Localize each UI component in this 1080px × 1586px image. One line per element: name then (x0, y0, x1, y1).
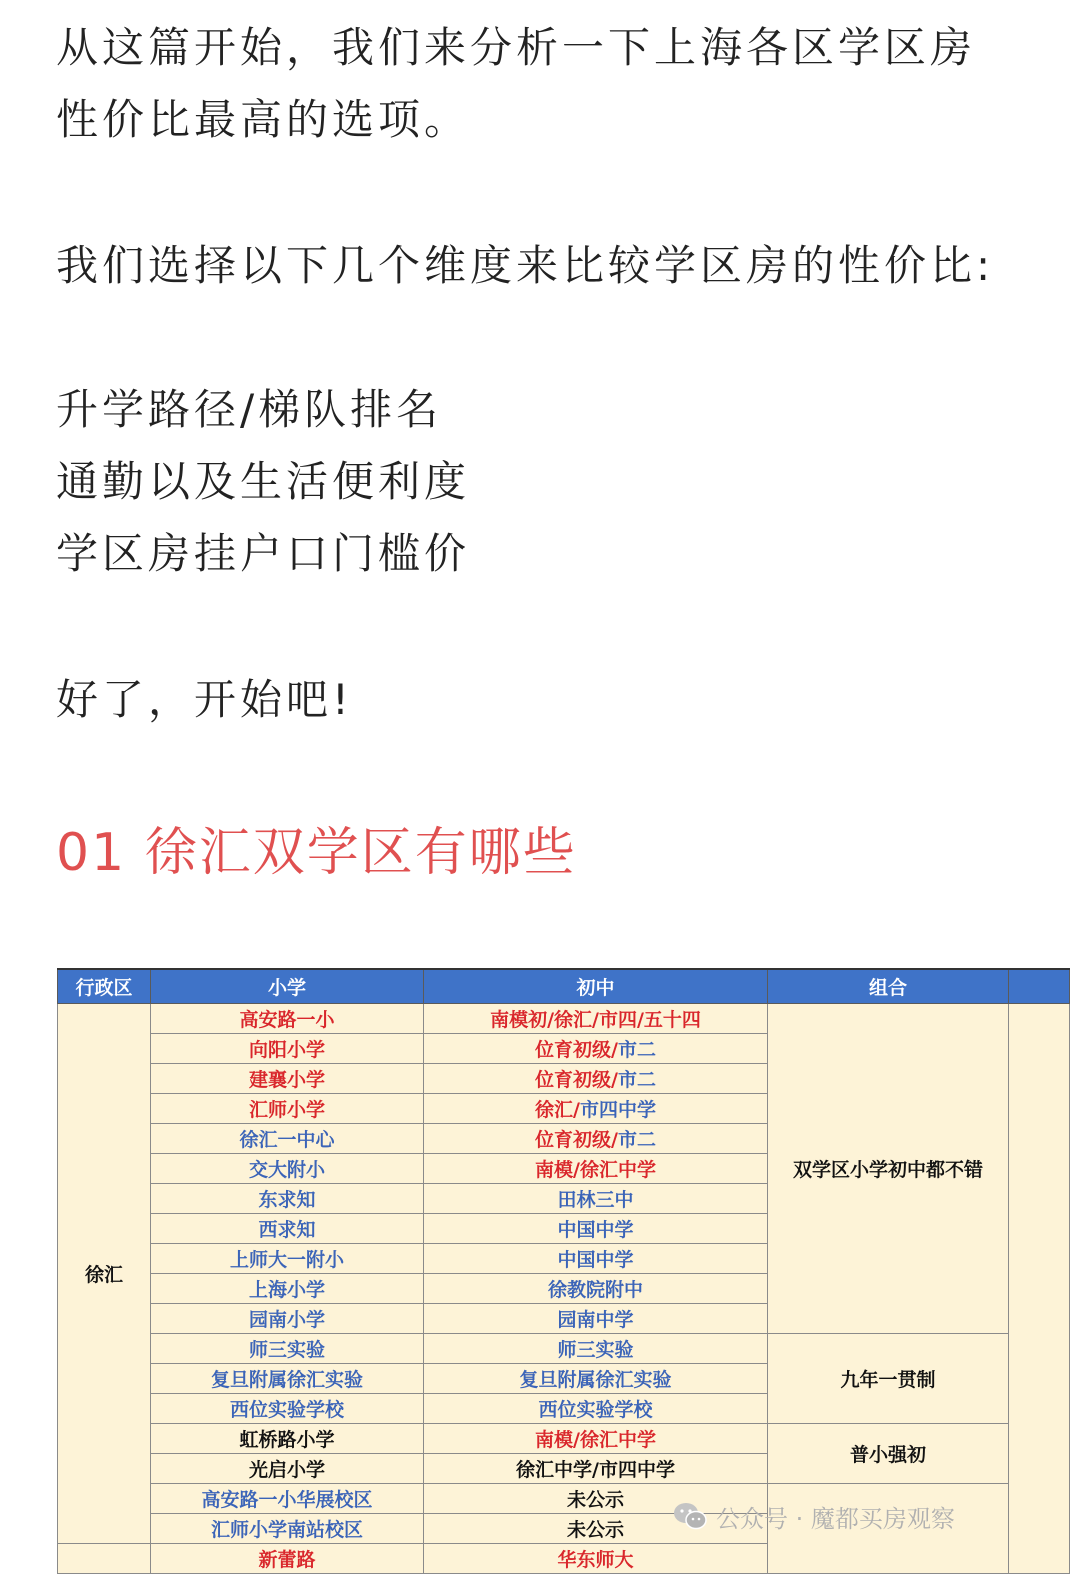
wechat-watermark (672, 1496, 955, 1536)
middle-school-part: 市二 (617, 1128, 656, 1151)
header-middle: 初中 (424, 969, 768, 1003)
dimensions-list (56, 374, 470, 590)
middle-school (424, 1093, 768, 1123)
primary-school: 建襄小学 (151, 1063, 424, 1093)
group-nine-year: 九年一贯制 (768, 1333, 1009, 1423)
middle-school: 南模/徐汇中学 (424, 1423, 768, 1453)
primary-school: 向阳小学 (151, 1033, 424, 1063)
middle-school: 华东师大 (424, 1543, 768, 1573)
primary-school: 新蕾路 (151, 1543, 424, 1573)
watermark-text: 公众号 · 魔都买房观察 (716, 1504, 955, 1533)
middle-school-part: 徐汇/ (535, 1098, 580, 1121)
primary-school: 高安路一小 (151, 1003, 424, 1033)
group-normal-primary: 普小强初 (768, 1423, 1009, 1483)
dimension-item: 通勤以及生活便利度 (56, 457, 471, 506)
header-district: 行政区 (58, 969, 151, 1003)
middle-school (424, 1063, 768, 1093)
middle-school: 南模初/徐汇/市四/五十四 (424, 1003, 768, 1033)
primary-school: 汇师小学南站校区 (151, 1513, 424, 1543)
primary-school: 徐汇一中心 (151, 1123, 424, 1153)
district-cell-cut (58, 1543, 151, 1573)
middle-school: 复旦附属徐汇实验 (424, 1363, 768, 1393)
primary-school: 园南小学 (151, 1303, 424, 1333)
school-district-table (57, 968, 1015, 1571)
intro-paragraph (56, 12, 1036, 156)
start-line: 好了，开始吧! (56, 675, 353, 724)
middle-school (424, 1123, 768, 1153)
header-primary: 小学 (151, 969, 424, 1003)
primary-school: 汇师小学 (151, 1093, 424, 1123)
middle-school-part: 市四中学 (579, 1098, 656, 1121)
primary-school: 上海小学 (151, 1273, 424, 1303)
middle-school-part: 市二 (617, 1038, 656, 1061)
middle-school: 未公示 (424, 1513, 768, 1543)
primary-school: 复旦附属徐汇实验 (151, 1363, 424, 1393)
district-cell: 徐汇 (58, 1003, 151, 1543)
middle-school: 中国中学 (424, 1213, 768, 1243)
middle-school: 西位实验学校 (424, 1393, 768, 1423)
extra-column (1009, 1003, 1070, 1573)
primary-school: 西求知 (151, 1213, 424, 1243)
middle-school-part: 市二 (617, 1068, 656, 1091)
dimensions-intro: 我们选择以下几个维度来比较学区房的性价比: (56, 241, 995, 290)
primary-school: 虹桥路小学 (151, 1423, 424, 1453)
middle-school: 园南中学 (424, 1303, 768, 1333)
primary-school: 上师大一附小 (151, 1243, 424, 1273)
table-row (58, 1003, 1070, 1033)
primary-school: 西位实验学校 (151, 1393, 424, 1423)
middle-school: 师三实验 (424, 1333, 768, 1363)
dimension-item: 学区房挂户口门槛价 (56, 529, 471, 578)
middle-school: 徐汇中学/市四中学 (424, 1453, 768, 1483)
intro-line: 性价比最高的选项。 (56, 95, 471, 144)
table-header-row (58, 969, 1070, 1003)
middle-school: 中国中学 (424, 1243, 768, 1273)
middle-school-part: 位育初级/ (535, 1128, 618, 1151)
primary-school: 师三实验 (151, 1333, 424, 1363)
middle-school-part: 位育初级/ (535, 1038, 618, 1061)
primary-school: 交大附小 (151, 1153, 424, 1183)
middle-school: 田林三中 (424, 1183, 768, 1213)
section-title: 01 徐汇双学区有哪些 (56, 823, 577, 883)
primary-school: 东求知 (151, 1183, 424, 1213)
intro-line: 从这篇开始，我们来分析一下上海各区学区房 (56, 23, 977, 72)
table-row (58, 1333, 1070, 1363)
header-extra (1009, 969, 1070, 1003)
header-group: 组合 (768, 969, 1009, 1003)
dimension-item: 升学路径/梯队排名 (56, 385, 443, 434)
primary-school: 高安路一小华展校区 (151, 1483, 424, 1513)
middle-school: 徐教院附中 (424, 1273, 768, 1303)
group-double-district: 双学区小学初中都不错 (768, 1003, 1009, 1333)
middle-school-part: 位育初级/ (535, 1068, 618, 1091)
table-row (58, 1423, 1070, 1453)
primary-school: 光启小学 (151, 1453, 424, 1483)
wechat-icon (672, 1501, 708, 1531)
middle-school: 南模/徐汇中学 (424, 1153, 768, 1183)
middle-school: 未公示 (424, 1483, 768, 1513)
middle-school (424, 1033, 768, 1063)
